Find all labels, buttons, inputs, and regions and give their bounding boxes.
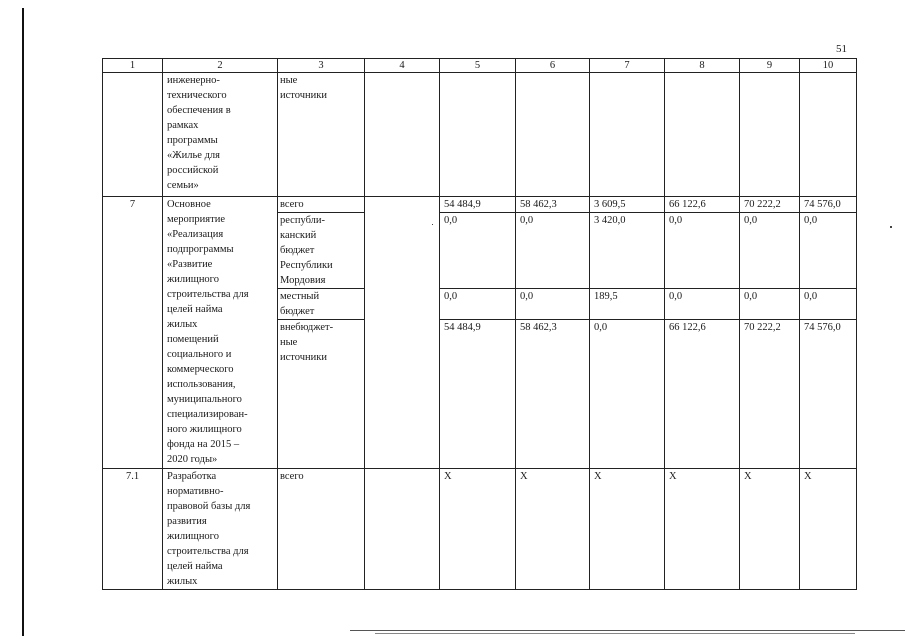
value-cell: X [665, 469, 740, 590]
value-cell: 54 484,9 [440, 320, 516, 469]
column-header: 1 [103, 59, 163, 73]
measure-name-cell: Основное мероприятие «Реализация подпрограммы «Развитие жилищного строительства для целей найма жилых помещений социального и коммерческого использования, муниципального специализирован- ного жилищного фонда на 2015 – 2020 годы» [163, 197, 278, 469]
value-cell: 58 462,3 [516, 197, 590, 213]
table-row-continuation [103, 73, 857, 197]
scan-bottom-line [350, 630, 905, 631]
row-number-cell [103, 73, 163, 197]
column-header: 6 [516, 59, 590, 73]
value-cell: 0,0 [665, 289, 740, 320]
page-number: 51 [836, 43, 847, 55]
column-header: 5 [440, 59, 516, 73]
column-header: 8 [665, 59, 740, 73]
value-cell: 0,0 [800, 213, 857, 289]
value-cell: 0,0 [665, 213, 740, 289]
column-header: 2 [163, 59, 278, 73]
column-number-header-row [103, 59, 857, 73]
scan-left-edge-line [22, 8, 24, 636]
value-cell: X [800, 469, 857, 590]
table-row-item7-total [103, 197, 857, 213]
value-cell: 0,0 [440, 289, 516, 320]
scan-speck [890, 226, 892, 228]
value-cell: 66 122,6 [665, 197, 740, 213]
table-row-item7-1 [103, 469, 857, 590]
value-cell: 189,5 [590, 289, 665, 320]
value-cell: 66 122,6 [665, 320, 740, 469]
value-cell: 0,0 [740, 213, 800, 289]
row-number-cell: 7 [103, 197, 163, 469]
budget-table [102, 58, 857, 590]
value-cell: 0,0 [740, 289, 800, 320]
funding-source-cell: всего [278, 197, 365, 213]
column-header: 7 [590, 59, 665, 73]
value-cell: 74 576,0 [800, 197, 857, 213]
value-cell: 0,0 [590, 320, 665, 469]
funding-source-cell: внебюджет- ные источники [278, 320, 365, 469]
value-cell: 58 462,3 [516, 320, 590, 469]
value-cell: X [440, 469, 516, 590]
value-cell: 0,0 [800, 289, 857, 320]
funding-source-cell: местный бюджет [278, 289, 365, 320]
value-cell: 0,0 [516, 289, 590, 320]
scan-bottom-line-2 [375, 633, 855, 634]
row-number-cell: 7.1 [103, 469, 163, 590]
value-cell: X [740, 469, 800, 590]
value-cell: X [590, 469, 665, 590]
measure-name-cell: инженерно- технического обеспечения в рамках программы «Жилье для российской семьи» [163, 73, 278, 197]
funding-source-cell: всего [278, 469, 365, 590]
funding-source-cell: ные источники [278, 73, 365, 197]
value-cell: 0,0 [516, 213, 590, 289]
value-cell: 0,0 [440, 213, 516, 289]
column-header: 10 [800, 59, 857, 73]
value-cell: 70 222,2 [740, 197, 800, 213]
column-header: 9 [740, 59, 800, 73]
measure-name-cell: Разработка нормативно- правовой базы для развития жилищного строительства для целей найма жилых [163, 469, 278, 590]
value-cell: 54 484,9 [440, 197, 516, 213]
value-cell: 3 420,0 [590, 213, 665, 289]
column-header: 3 [278, 59, 365, 73]
value-cell: 74 576,0 [800, 320, 857, 469]
column-header: 4 [365, 59, 440, 73]
value-cell: X [516, 469, 590, 590]
value-cell: 3 609,5 [590, 197, 665, 213]
value-cell: 70 222,2 [740, 320, 800, 469]
funding-source-cell: республи- канский бюджет Республики Мордовия [278, 213, 365, 289]
